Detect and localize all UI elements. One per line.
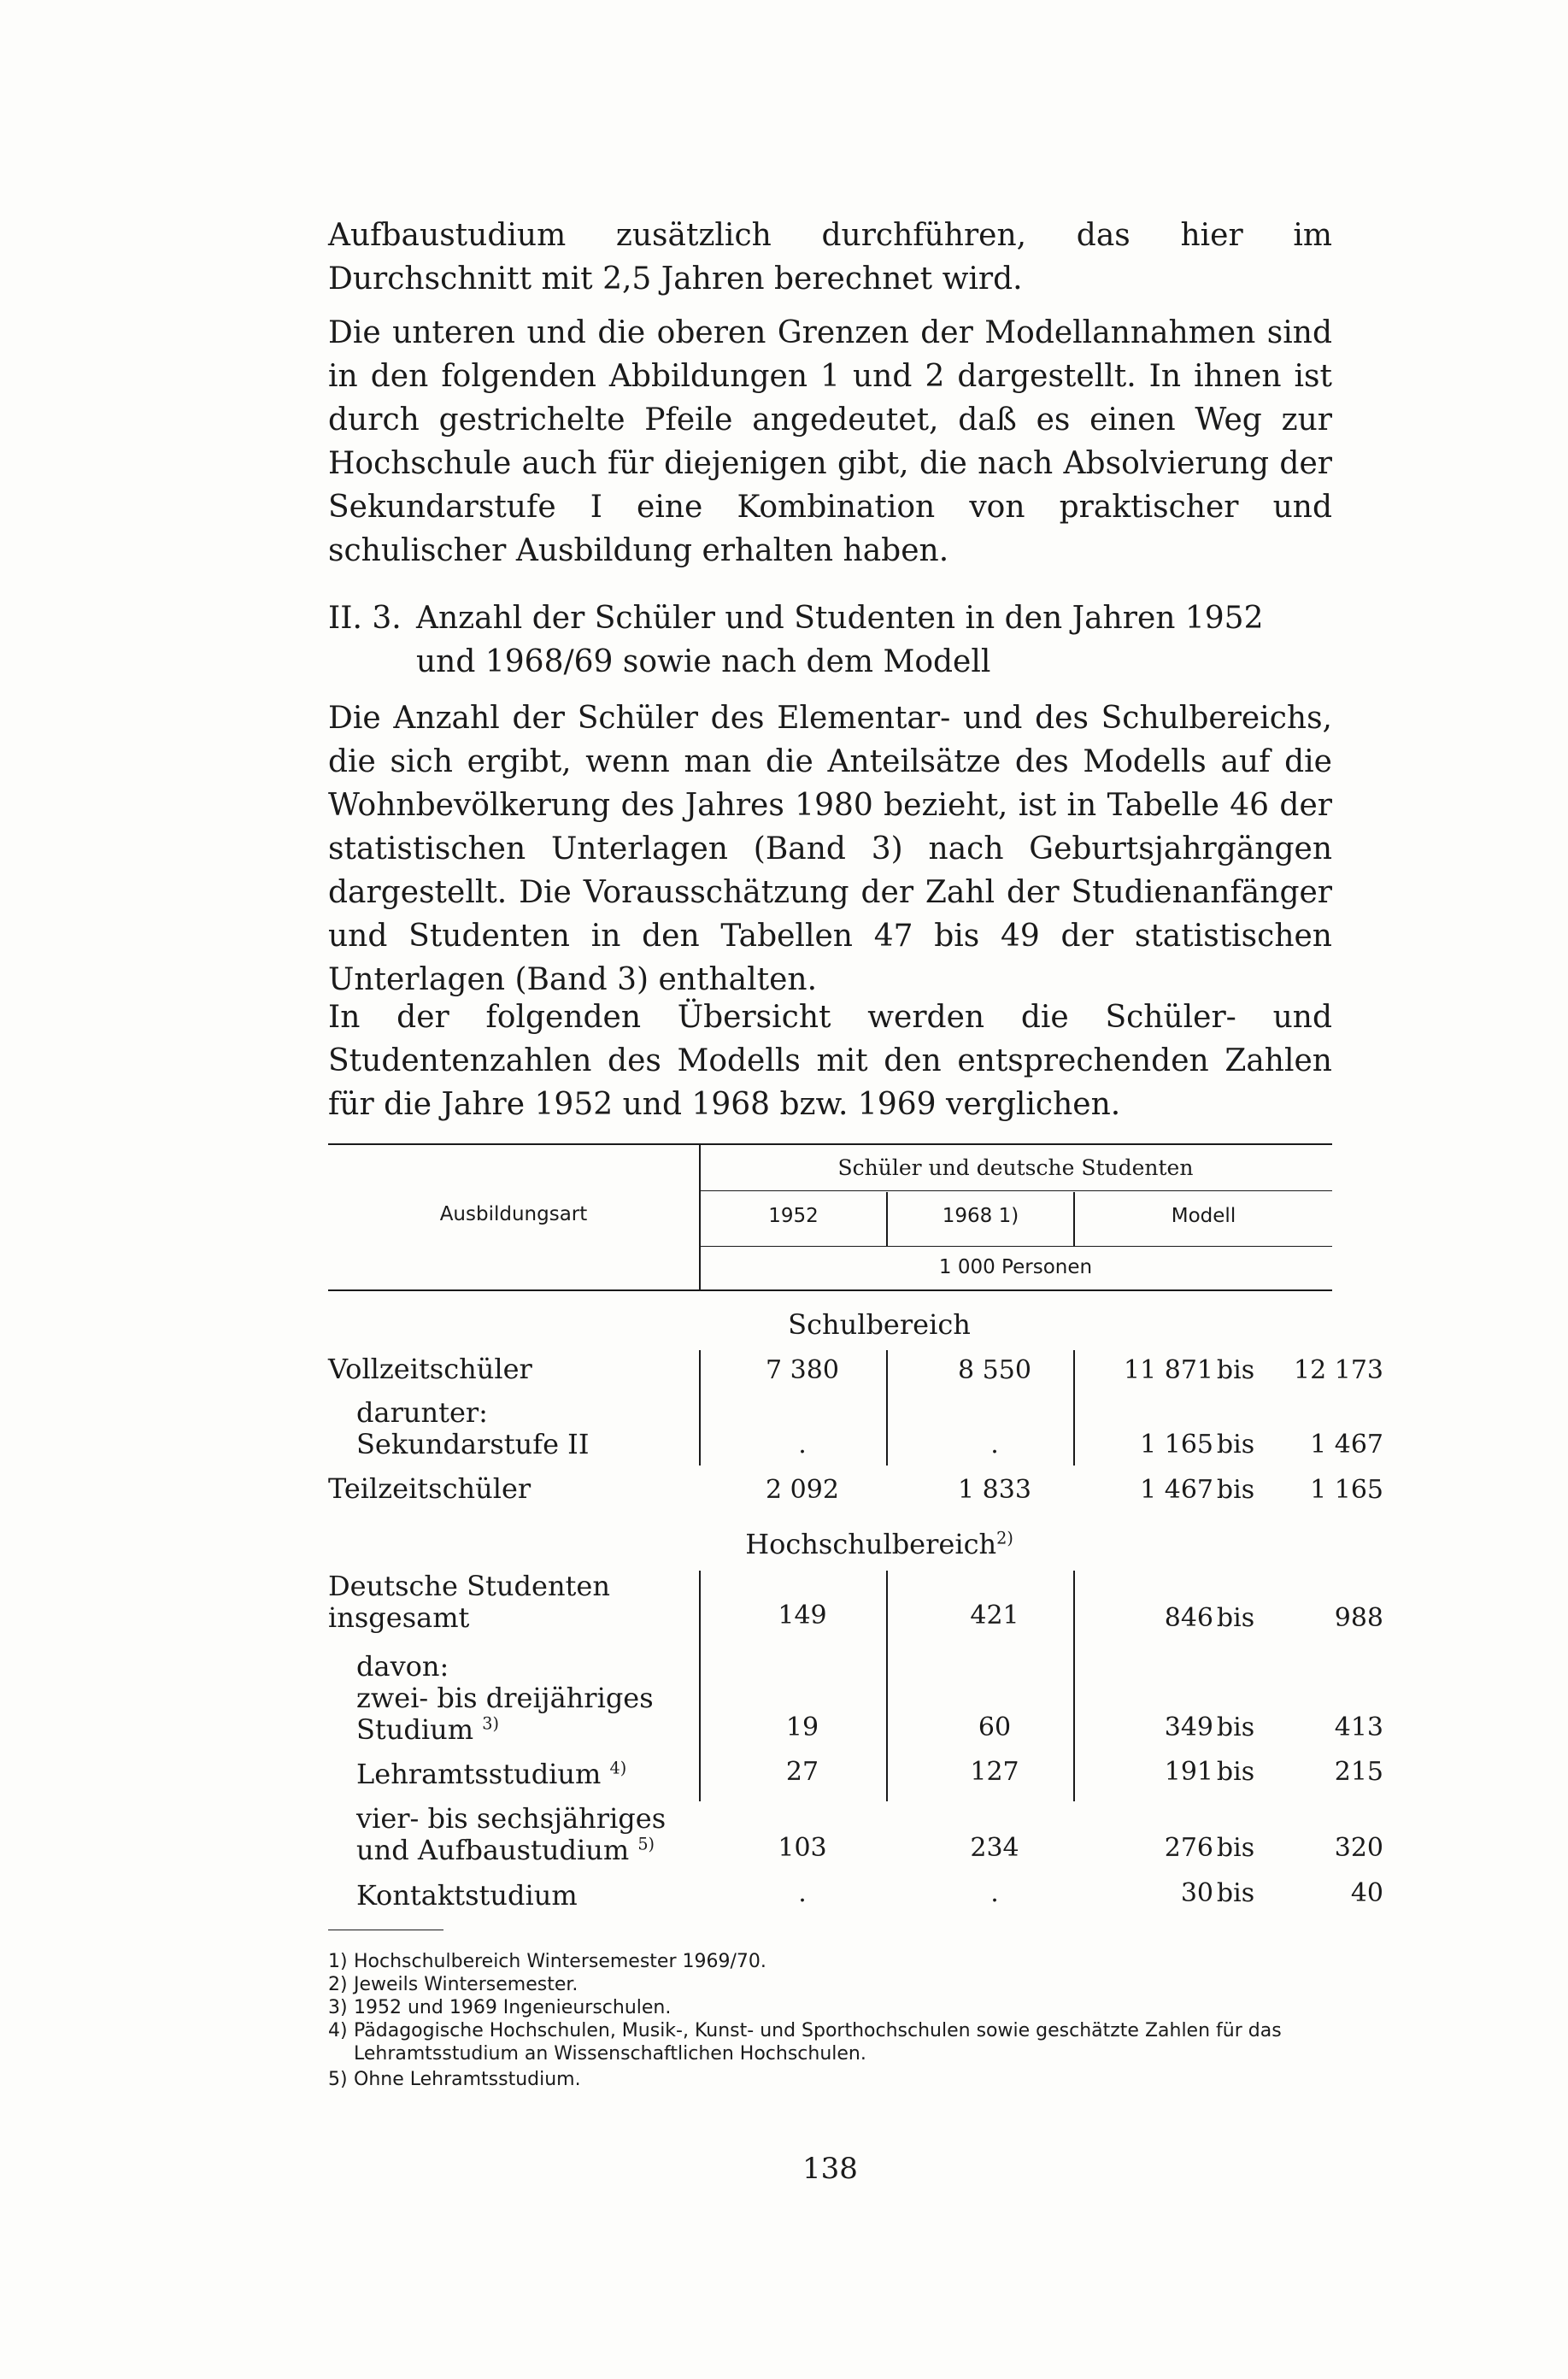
- header-modell: Modell: [1171, 1205, 1236, 1227]
- group-header-rule: [699, 1190, 1332, 1191]
- header-group: Schüler und deutsche Studenten: [837, 1155, 1194, 1180]
- header-1968: 1968 1): [942, 1205, 1019, 1227]
- row-label-vier-line1: vier- bis sechsjähriges: [356, 1802, 667, 1835]
- cell-sek2-modell-high: 1 467: [1310, 1430, 1383, 1460]
- row-label-sek2: Sekundarstufe II: [356, 1428, 590, 1460]
- row-label-teilzeit: Teilzeitschüler: [328, 1472, 531, 1505]
- cell-vollzeit-modell-high: 12 173: [1294, 1355, 1383, 1385]
- row-label-vier: und Aufbaustudium $^{5)}$: [356, 1834, 655, 1866]
- body-divider-2b: [886, 1571, 888, 1801]
- cell-sek2-1968: .: [990, 1430, 999, 1460]
- row-label-deutsche-line1: Deutsche Studenten: [328, 1570, 610, 1602]
- cell-deutsche-bis: bis: [1216, 1603, 1255, 1633]
- section-hochschulbereich: Hochschulbereich$^{2)}$: [745, 1528, 1013, 1560]
- cell-lehramt-1968: 127: [970, 1757, 1019, 1787]
- paragraph-modellannahmen: Die unteren und die oberen Grenzen der Modellannahmen sind in den folgenden Abbildungen 1 und 2 dargestellt. In ihnen ist durch gestrichelte Pfeile angedeutet, daß es einen Weg zur Hochschule auch für diejenigen gibt, die nach Absolvierung der Sekundarstufe I eine Kombination von praktischer und schulischer Ausbildung erhalten haben.: [328, 315, 1332, 568]
- cell-deutsche-1968: 421: [970, 1601, 1019, 1630]
- comparison-table: [328, 1143, 1383, 1938]
- cell-kontakt-bis: bis: [1216, 1878, 1255, 1908]
- table-top-rule: [328, 1143, 1332, 1145]
- cell-vier-modell-high: 320: [1334, 1833, 1383, 1863]
- cell-sek2-1952: .: [798, 1430, 807, 1460]
- section-schulbereich: Schulbereich: [788, 1308, 971, 1341]
- section-number: II. 3.: [328, 601, 402, 636]
- cell-zwei-1952: 19: [785, 1712, 819, 1742]
- cell-teilzeit-bis: bis: [1216, 1475, 1255, 1505]
- cell-deutsche-modell-high: 988: [1334, 1603, 1383, 1633]
- cell-deutsche-1952: 149: [778, 1601, 827, 1630]
- row-label-lehramt: Lehramtsstudium $^{4)}$: [356, 1758, 627, 1790]
- cell-lehramt-bis: bis: [1216, 1757, 1255, 1787]
- cell-vier-bis: bis: [1216, 1833, 1255, 1863]
- cell-zwei-bis: bis: [1216, 1712, 1255, 1742]
- cell-lehramt-modell-high: 215: [1334, 1757, 1383, 1787]
- cell-vier-modell-low: 276: [1164, 1833, 1213, 1863]
- paragraph-uebersicht: In der folgenden Übersicht werden die Schüler- und Studentenzahlen des Modells mit den entsprechenden Zahlen für die Jahre 1952 und 1968 bzw. 1969 verglichen.: [328, 1000, 1332, 1122]
- cell-teilzeit-modell-high: 1 165: [1310, 1475, 1383, 1505]
- cell-kontakt-1968: .: [990, 1878, 999, 1908]
- body-divider-2a: [886, 1350, 888, 1466]
- paragraph-aufbaustudium: Aufbaustudium zusätzlich durchführen, das hier im Durchschnitt mit 2,5 Jahren berechnet wird.: [328, 218, 1332, 297]
- cell-teilzeit-modell-low: 1 467: [1140, 1475, 1213, 1505]
- row-label-zwei: Studium $^{3)}$: [356, 1713, 499, 1746]
- body-divider-1a: [699, 1350, 701, 1466]
- header-unit: 1 000 Personen: [938, 1256, 1093, 1278]
- cell-vier-1968: 234: [970, 1833, 1019, 1863]
- row-label-vollzeit: Vollzeitschüler: [328, 1353, 532, 1385]
- cell-kontakt-1952: .: [798, 1878, 807, 1908]
- header-bottom-rule: [328, 1289, 1332, 1291]
- cell-deutsche-modell-low: 846: [1164, 1603, 1213, 1633]
- cell-vollzeit-1968: 8 550: [958, 1355, 1031, 1385]
- cell-teilzeit-1952: 2 092: [766, 1475, 839, 1505]
- row-label-darunter: darunter:: [356, 1396, 488, 1429]
- row-label-davon: davon:: [356, 1650, 449, 1683]
- header-ausbildungsart: Ausbildungsart: [439, 1203, 588, 1225]
- cell-vollzeit-bis: bis: [1216, 1355, 1255, 1385]
- body-divider-3b: [1073, 1571, 1075, 1801]
- cell-sek2-bis: bis: [1216, 1430, 1255, 1460]
- cell-sek2-modell-low: 1 165: [1140, 1430, 1213, 1460]
- cell-vier-1952: 103: [778, 1833, 827, 1863]
- year-header-rule: [699, 1246, 1332, 1247]
- row-label-kontakt: Kontaktstudium: [356, 1879, 578, 1912]
- cell-lehramt-1952: 27: [785, 1757, 819, 1787]
- cell-zwei-modell-low: 349: [1164, 1712, 1213, 1742]
- header-1952: 1952: [768, 1205, 819, 1227]
- section-title: Anzahl der Schüler und Studenten in den Jahren 1952 und 1968/69 sowie nach dem Modell: [416, 601, 1264, 679]
- cell-lehramt-modell-low: 191: [1164, 1757, 1213, 1787]
- cell-vollzeit-1952: 7 380: [766, 1355, 839, 1385]
- cell-zwei-1968: 60: [978, 1712, 1012, 1742]
- body-divider-1b: [699, 1571, 701, 1801]
- cell-zwei-modell-high: 413: [1334, 1712, 1383, 1742]
- row-label-deutsche: insgesamt: [328, 1601, 470, 1634]
- body-divider-3a: [1073, 1350, 1075, 1466]
- page-number: 138: [802, 2152, 858, 2186]
- cell-kontakt-modell-high: 40: [1350, 1878, 1383, 1908]
- row-label-zwei-line1: zwei- bis dreijähriges: [356, 1682, 654, 1714]
- paragraph-anzahl-schueler: Die Anzahl der Schüler des Elementar- und des Schulbereichs, die sich ergibt, wenn man die Anteilsätze des Modells auf die Wohnbevölkerung des Jahres 1980 bezieht, ist in Tabelle 46 der statistischen Unterlagen (Band 3) nach Geburtsjahrgängen dargestellt. Die Vorausschätzung der Zahl der Studienanfänger und Studenten in den Tabellen 47 bis 49 der statistischen Unterlagen (Band 3) enthalten.: [328, 701, 1332, 997]
- cell-vollzeit-modell-low: 11 871: [1124, 1355, 1213, 1385]
- cell-kontakt-modell-low: 30: [1180, 1878, 1213, 1908]
- page: Aufbaustudium zusätzlich durchführen, das hier im Durchschnitt mit 2,5 Jahren berechnet wird. Die unteren und die oberen Grenzen der Modellannahmen sind in den folgenden Abbildungen 1 und 2 dargestellt. In ihnen ist durch gestrichelte Pfeile angedeutet, daß es einen Weg zur Hochschule auch für diejenigen gibt, die nach Absolvierung der Sekundarstufe I eine Kombination von praktischer und schulischer Ausbildung erhalten haben. II. 3. Anzahl der Schüler und Studenten in den Jahren 1952 und 1968/69 sowie nach dem Modell Die Anzahl der Schüler des Elementar- und des Schulbereichs, die sich ergibt, wenn man die Anteilsätze des Modells auf die Wohnbevölkerung des Jahres 1980 bezieht, ist in Tabelle 46 der statistischen Unterlagen (Band 3) nach Geburtsjahrgängen dargestellt. Die Vorausschätzung der Zahl der Studienanfänger und Studenten in den Tabellen 47 bis 49 der statistischen Unterlagen (Band 3) enthalten. In der folgenden Übersicht werden die Schüler- und Studentenzahlen des Modells mit den entsprechenden Zahlen für die Jahre 1952 und 1968 bzw. 1969 verglichen. Ausbildungsart Schüler und deutsche Studenten 1952 1968 1) Modell 1 000 Personen Schulbereich Hochschulbereich$^{2)}$ Vollzeitschüler 7 380 8 550 11 871 bis 12 173 darunter: Sekundarstufe II . . 1 165 bis 1 467 Teilzeitschüler 2 092 1 833 1 467 bis 1 165 Deutsche Studenten insgesamt 149 421 846 bis 988 davon: zwei- bis dreijähriges Studium $^{3)}$ 19 60 349 bis 413 Lehramtsstudium $^{4)}$ 27 127 191 bis 215 vier- bis sechsjähriges und Aufbaustudium $^{5)}$ 103 234 276 bis 320 Kontaktstudium . . 30 bis 40 1) Hochschulbereich Wintersemester 1969/70. 2) Jeweils Wintersemester. 3) 1952 und 1969 Ingenieurschulen. 4) Pädagogische Hochschulen, Musik-, Kunst- und Sporthochschulen sowie geschätzte Zahlen für das Lehramtsstudium an Wissenschaftlichen Hochschulen. 5) Ohne Lehramtsstudium. 138: [328, 0, 1332, 2379]
- cell-teilzeit-1968: 1 833: [958, 1475, 1031, 1505]
